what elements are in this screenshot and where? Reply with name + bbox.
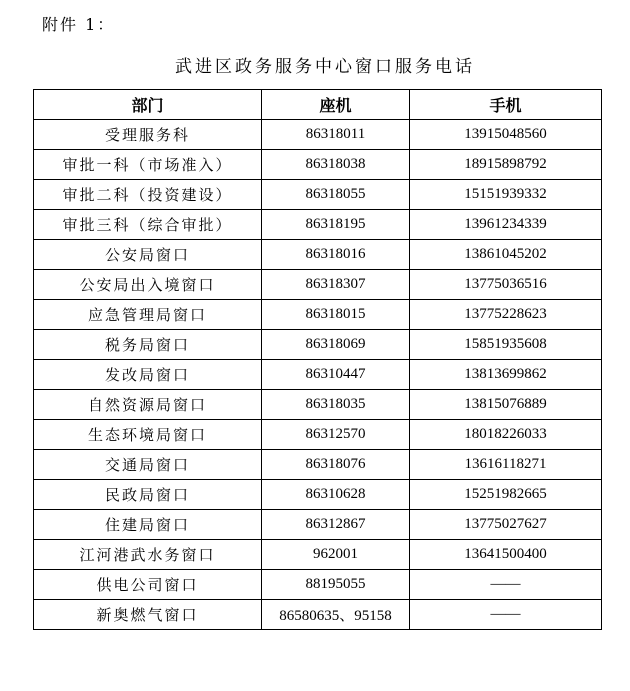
column-header-landline: 座机: [262, 90, 410, 120]
table-row: [34, 150, 602, 180]
service-phone-table: [33, 89, 602, 630]
table-row: [34, 510, 602, 540]
table-row: [34, 540, 602, 570]
landline-cell: 86318035: [262, 390, 410, 420]
department-cell: 应急管理局窗口: [34, 300, 262, 330]
landline-cell: 86318069: [262, 330, 410, 360]
landline-cell: 962001: [262, 540, 410, 570]
department-cell: 新奥燃气窗口: [34, 600, 262, 630]
department-cell: 发改局窗口: [34, 360, 262, 390]
landline-cell: 86318195: [262, 210, 410, 240]
landline-cell: 86318076: [262, 450, 410, 480]
landline-cell: 86312867: [262, 510, 410, 540]
mobile-cell: 13775228623: [410, 300, 602, 330]
department-cell: 受理服务科: [34, 120, 262, 150]
table-row: [34, 270, 602, 300]
mobile-cell: 13775036516: [410, 270, 602, 300]
table-row: [34, 570, 602, 600]
department-cell: 交通局窗口: [34, 450, 262, 480]
table-row: [34, 120, 602, 150]
table-row: [34, 300, 602, 330]
landline-cell: 86310628: [262, 480, 410, 510]
table-body: [34, 120, 602, 630]
mobile-cell: 13961234339: [410, 210, 602, 240]
landline-cell: 86318055: [262, 180, 410, 210]
table-header-row: [34, 90, 602, 120]
mobile-cell: 18915898792: [410, 150, 602, 180]
department-cell: 审批一科（市场准入）: [34, 150, 262, 180]
mobile-cell: 15251982665: [410, 480, 602, 510]
department-cell: 民政局窗口: [34, 480, 262, 510]
table-row: [34, 210, 602, 240]
mobile-cell: ——: [410, 570, 602, 600]
mobile-cell: 18018226033: [410, 420, 602, 450]
department-cell: 审批三科（综合审批）: [34, 210, 262, 240]
table-row: [34, 360, 602, 390]
table-row: [34, 480, 602, 510]
landline-cell: 88195055: [262, 570, 410, 600]
table-row: [34, 330, 602, 360]
mobile-cell: 15151939332: [410, 180, 602, 210]
department-cell: 税务局窗口: [34, 330, 262, 360]
table-row: [34, 180, 602, 210]
department-cell: 住建局窗口: [34, 510, 262, 540]
column-header-mobile: 手机: [410, 90, 602, 120]
column-header-department: 部门: [34, 90, 262, 120]
table-row: [34, 420, 602, 450]
mobile-cell: 13813699862: [410, 360, 602, 390]
department-cell: 江河港武水务窗口: [34, 540, 262, 570]
table-row: [34, 450, 602, 480]
mobile-cell: 13861045202: [410, 240, 602, 270]
landline-cell: 86310447: [262, 360, 410, 390]
department-cell: 审批二科（投资建设）: [34, 180, 262, 210]
landline-cell: 86318307: [262, 270, 410, 300]
landline-cell: 86318015: [262, 300, 410, 330]
mobile-cell: 13616118271: [410, 450, 602, 480]
landline-cell: 86318011: [262, 120, 410, 150]
table-row: [34, 600, 602, 630]
mobile-cell: 15851935608: [410, 330, 602, 360]
table-row: [34, 390, 602, 420]
mobile-cell: 13775027627: [410, 510, 602, 540]
department-cell: 生态环境局窗口: [34, 420, 262, 450]
mobile-cell: 13915048560: [410, 120, 602, 150]
department-cell: 供电公司窗口: [34, 570, 262, 600]
landline-cell: 86318038: [262, 150, 410, 180]
mobile-cell: 13815076889: [410, 390, 602, 420]
mobile-cell: ——: [410, 600, 602, 630]
department-cell: 公安局窗口: [34, 240, 262, 270]
landline-cell: 86580635、95158: [262, 600, 410, 630]
mobile-cell: 13641500400: [410, 540, 602, 570]
attachment-label: 附件 1：: [42, 15, 116, 34]
landline-cell: 86318016: [262, 240, 410, 270]
landline-cell: 86312570: [262, 420, 410, 450]
table-row: [34, 240, 602, 270]
department-cell: 自然资源局窗口: [34, 390, 262, 420]
document-title: 武进区政务服务中心窗口服务电话: [175, 57, 475, 77]
department-cell: 公安局出入境窗口: [34, 270, 262, 300]
